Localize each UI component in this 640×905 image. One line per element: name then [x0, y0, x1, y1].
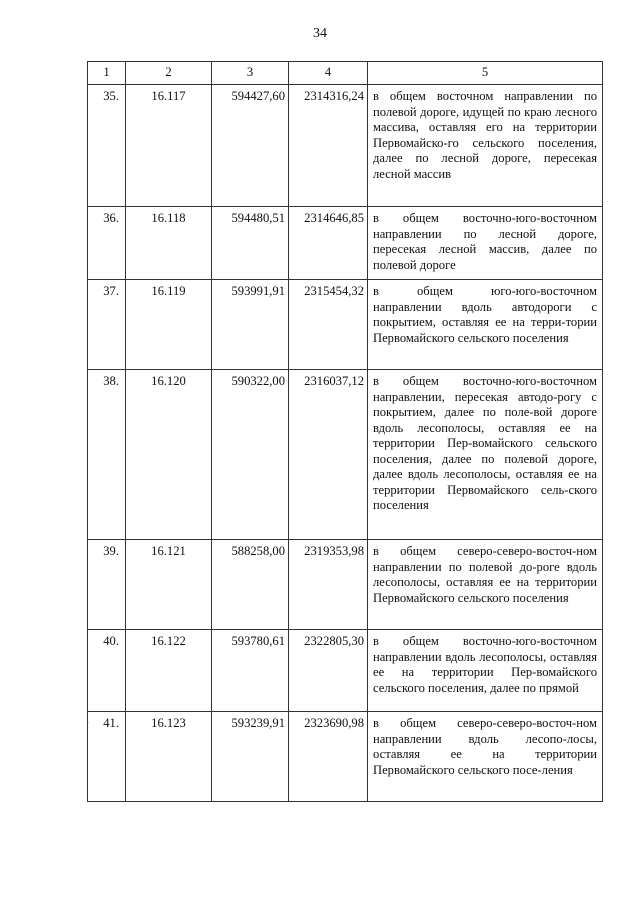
row-number: 37.	[88, 280, 126, 370]
point-code: 16.122	[126, 630, 212, 712]
boundary-description: в общем восточном направлении по полевой дороге, идущей по краю лесного массива, оставляя его на территории Первомайско-го сельского поселения, далее по лесной дороге, пересекая лесной массив	[368, 85, 603, 207]
table-body	[88, 85, 603, 802]
row-number: 40.	[88, 630, 126, 712]
y-coordinate: 2322805,30	[289, 630, 368, 712]
y-coordinate: 2323690,98	[289, 712, 368, 802]
x-coordinate: 593780,61	[212, 630, 289, 712]
table-row	[88, 712, 603, 802]
y-coordinate: 2319353,98	[289, 540, 368, 630]
point-code: 16.118	[126, 207, 212, 280]
y-coordinate: 2315454,32	[289, 280, 368, 370]
row-number: 36.	[88, 207, 126, 280]
row-number: 41.	[88, 712, 126, 802]
boundary-coordinates-table	[87, 61, 603, 802]
y-coordinate: 2316037,12	[289, 370, 368, 540]
x-coordinate: 593991,91	[212, 280, 289, 370]
point-code: 16.121	[126, 540, 212, 630]
header-col-1: 1	[88, 62, 126, 85]
point-code: 16.119	[126, 280, 212, 370]
boundary-description: в общем восточно-юго-восточном направлении, пересекая автодо-рогу с покрытием, далее по поле-вой дороге вдоль лесополосы, оставляя ее на территории Пер-вомайского сельского поселения, далее по полевой дороге, далее вдоль лесополосы, оставляя ее на территории Первомайского сель-ского поселения	[368, 370, 603, 540]
x-coordinate: 588258,00	[212, 540, 289, 630]
margin-mark: .	[87, 716, 89, 725]
header-col-5: 5	[368, 62, 603, 85]
table-row	[88, 540, 603, 630]
header-col-3: 3	[212, 62, 289, 85]
point-code: 16.123	[126, 712, 212, 802]
x-coordinate: 594480,51	[212, 207, 289, 280]
header-col-4: 4	[289, 62, 368, 85]
row-number: 35.	[88, 85, 126, 207]
boundary-description: в общем юго-юго-восточном направлении вдоль автодороги с покрытием, оставляя ее на терри-тории Первомайского сельского поселения	[368, 280, 603, 370]
page-number: 34	[313, 26, 327, 41]
x-coordinate: 593239,91	[212, 712, 289, 802]
table-row	[88, 280, 603, 370]
point-code: 16.120	[126, 370, 212, 540]
boundary-description: в общем северо-северо-восточ-ном направлении вдоль лесопо-лосы, оставляя ее на территории Первомайского сельского посе-ления	[368, 712, 603, 802]
boundary-description: в общем северо-северо-восточ-ном направлении по полевой до-роге вдоль лесополосы, оставляя ее на территории Первомайского сельского поселения	[368, 540, 603, 630]
boundary-description: в общем восточно-юго-восточном направлении вдоль лесополосы, оставляя ее на территории Пер-вомайского сельского поселения, далее по прямой	[368, 630, 603, 712]
table-header-row	[88, 62, 603, 85]
y-coordinate: 2314646,85	[289, 207, 368, 280]
header-col-2: 2	[126, 62, 212, 85]
x-coordinate: 594427,60	[212, 85, 289, 207]
y-coordinate: 2314316,24	[289, 85, 368, 207]
row-number: 38.	[88, 370, 126, 540]
table-row	[88, 85, 603, 207]
boundary-description: в общем восточно-юго-восточном направлении по лесной дороге, пересекая лесной массив, далее по полевой дороге	[368, 207, 603, 280]
table-row	[88, 207, 603, 280]
table-row	[88, 630, 603, 712]
table-row	[88, 370, 603, 540]
x-coordinate: 590322,00	[212, 370, 289, 540]
point-code: 16.117	[126, 85, 212, 207]
row-number: 39.	[88, 540, 126, 630]
